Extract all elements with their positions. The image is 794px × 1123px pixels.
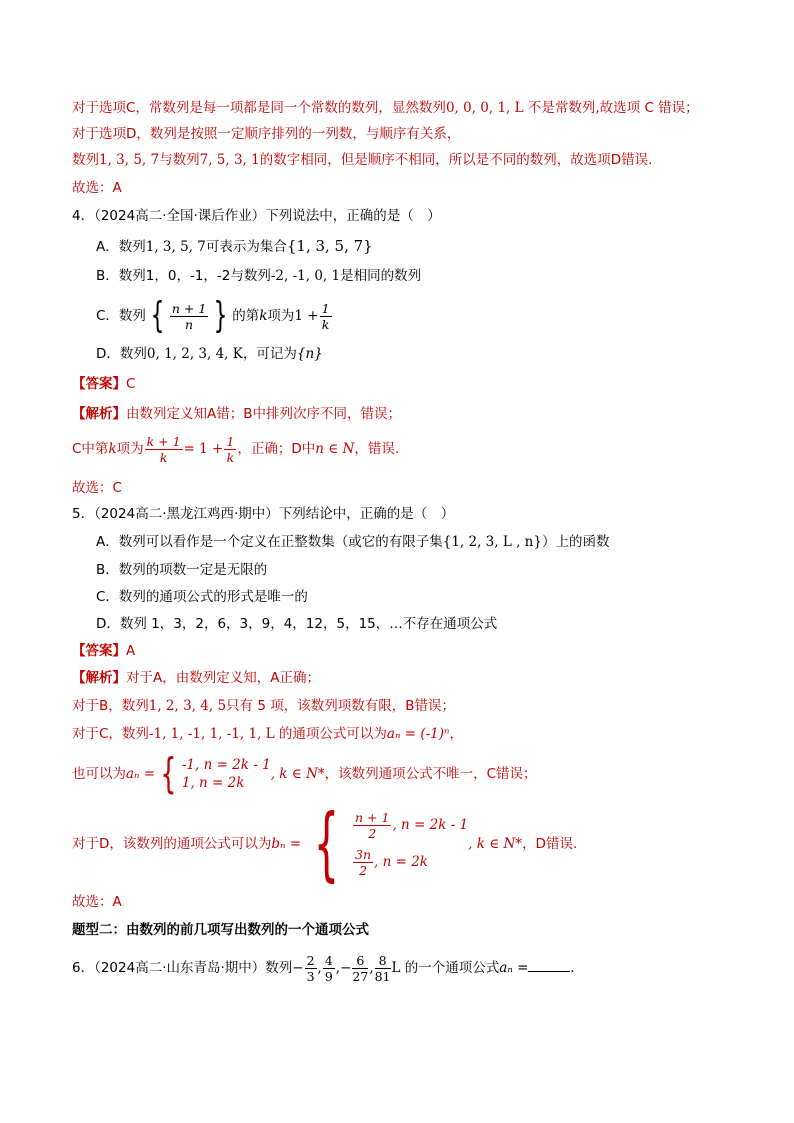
text: 对于A，由数列定义知，A正确； [126,670,320,686]
ellipsis: L [391,960,401,976]
answer-value: A [126,643,136,659]
text: ，D错误. [522,836,578,852]
numerator: 1 [226,433,235,449]
math: -2, -1, 0, 1 [270,268,341,284]
question-4-analysis-2 [72,432,399,466]
math: 1 + [294,308,319,324]
numerator: 6 [352,953,368,969]
case-2: 1, n = 2k [181,775,245,791]
math: -1, 1, -1, 1, -1, 1, L [148,726,275,742]
numerator: k + 1 [146,433,181,449]
fraction [224,434,236,465]
text: ，该数列通项公式不唯一，C错误； [324,766,537,782]
question-5-option-b [96,560,267,580]
text: 可表示为集合 [205,239,287,255]
question-4-answer [72,374,135,394]
denominator: k [226,449,235,465]
text: C．数列 [96,308,146,324]
text: B．数列1，0，-1，-2与数列 [96,268,271,284]
fraction [323,953,335,984]
text: 对于选项C，常数列是每一项都是同一个常数的数列，显然数列 [72,100,446,116]
math-sequence: 1, 3, 5, 7 [99,152,160,168]
text: 与数列 [159,152,200,168]
denominator: 2 [359,863,368,878]
text: 项为 [116,441,144,457]
math: 1, 3, 5, 7 [145,239,206,255]
math: bₙ = [271,836,302,852]
text: 对于C，数列 [72,726,149,742]
denominator: k [159,449,168,465]
choice-line-q3 [72,178,122,198]
left-brace: { [150,295,165,336]
text: 只有 5 项，该数列项数有限，B错误； [226,698,455,714]
text: 6．（2024高二·山东青岛·期中）数列 [72,960,293,976]
denominator: 27 [352,968,369,984]
math: = 1 + [183,441,224,457]
piecewise-cases [182,756,271,792]
text: 5．（2024高二·黑龙江鸡西·期中）下列结论中，正确的是（ ） [72,506,455,522]
denominator: 3 [306,968,315,984]
math-var: k [108,441,117,457]
denominator: n [185,316,194,332]
minus-sign: − [340,960,352,976]
text: A．数列 [96,239,146,255]
question-5-analysis [72,668,320,688]
fraction [375,953,391,984]
answer-label: 【答案】 [72,376,126,392]
text: ）上的函数 [541,534,610,550]
question-5-analysis-c [72,724,463,744]
question-5-choice [72,892,122,912]
condition: , n = 2k [374,854,428,870]
text: 4．（2024高二·全国·课后作业）下列说法中，正确的是（ ） [72,208,441,224]
text: 是相同的数列 [340,268,422,284]
math-set: {1, 3, 5, 7} [286,237,373,255]
text: 故选：A [72,894,122,910]
math: , k ∈ N* [270,766,325,782]
analysis-line-option-c [72,98,699,118]
question-6-stem: 6．（2024高二·山东青岛·期中）数列− $\frac{2}{3}$ , $\frac{4}{9}$ ,− $\frac{6}{27}$ , $\frac{8}{81}$ L 的一个通项公式aₙ = ． [72,952,584,984]
fraction [352,953,368,984]
text: 的一个通项公式 [400,960,500,976]
question-5-analysis-d [72,797,578,890]
numerator: n + 1 [171,300,207,316]
section-heading [72,920,369,940]
fraction [320,301,332,332]
question-5-option-a [96,532,609,552]
text: B．数列的项数一定是无限的 [96,562,268,578]
fraction [305,953,317,984]
text: 题型二：由数列的前几项写出数列的一个通项公式 [72,922,369,938]
question-5-option-c [96,587,308,607]
fraction [145,434,183,465]
condition: , n = 2k - 1 [392,817,469,833]
math: , k ∈ N* [468,836,523,852]
text: 的第 [232,308,260,324]
right-brace: } [213,295,228,336]
text: 故选：A [72,180,122,196]
question-4-option-d [96,344,323,364]
question-4-option-c [96,296,333,336]
numerator: 1 [321,300,330,316]
question-5-answer [72,641,135,661]
text: 对于B，数列 [72,698,149,714]
question-4-stem [72,206,441,226]
case-2 [352,847,468,878]
question-5-analysis-c-2 [72,749,537,798]
question-4-choice [72,478,122,498]
numerator: 3n [355,847,372,862]
numerator: 4 [324,952,333,968]
text: C中第 [72,441,109,457]
text: 不是常数列,故选项 C 错误； [523,100,699,116]
text: ，错误. [354,441,400,457]
text: ，可记为 [242,346,297,362]
math-var: k [259,308,268,324]
left-brace: { [160,749,177,798]
case-1 [352,810,468,841]
math: aₙ = [126,766,156,782]
text: ． [570,960,584,976]
question-5-analysis-b [72,696,455,716]
numerator: n + 1 [355,810,390,825]
analysis-line-option-d [72,124,460,144]
case-1: -1, n = 2k - 1 [181,757,271,773]
math: aₙ = [499,960,529,976]
math-sequence: 7, 5, 3, 1 [199,152,260,168]
denominator: 2 [368,826,377,841]
analysis-label: 【解析】 [72,406,126,422]
question-4-option-b [96,266,421,286]
fraction [170,301,208,332]
text: ， [449,726,463,742]
minus-sign: − [292,960,304,976]
text: D．数列 [96,346,147,362]
denominator: k [321,316,330,332]
fraction [353,810,391,841]
question-5-stem [72,504,454,524]
text: 的通项公式可以为 [274,726,387,742]
fraction [353,847,373,878]
text: D．数列 1，3，2，6，3，9，4，12，5，15，…不存在通项公式 [96,616,498,632]
analysis-label: 【解析】 [72,670,126,686]
denominator: 81 [374,968,391,984]
analysis-line-option-d-2 [72,150,652,170]
text: 对于D，该数列的通项公式可以为 [72,836,272,852]
question-4-analysis [72,404,401,424]
answer-label: 【答案】 [72,643,126,659]
math: aₙ = (-1)ⁿ [386,726,450,742]
numerator: 8 [375,953,391,969]
math: n ∈ N [315,441,355,457]
text: 也可以为 [72,766,126,782]
math-sequence: 0, 0, 0, 1, L [445,100,524,116]
question-4-option-a [96,236,373,257]
text: 的数字相同，但是顺序不相同，所以是不同的数列，故选项D错误. [259,152,653,168]
text: ，正确；D中 [237,441,316,457]
left-brace: { [313,797,340,890]
math: 0, 1, 2, 3, 4, K [146,346,243,362]
math-set: {n} [296,346,323,362]
text: 项为 [267,308,295,324]
question-5-option-d [96,614,497,634]
answer-blank[interactable] [528,957,570,972]
text: 由数列定义知A错；B中排列次序不同，错误； [126,406,401,422]
text: C．数列的通项公式的形式是唯一的 [96,589,308,605]
numerator: 2 [306,952,315,968]
text: A．数列可以看作是一个定义在正整数集（或它的有限子集 [96,534,443,550]
math-set: {1, 2, 3, L , n} [442,534,542,550]
math: 1, 2, 3, 4, 5 [148,698,227,714]
denominator: 9 [324,968,333,984]
answer-value: C [126,376,136,392]
text: 数列 [72,152,99,168]
text: 故选：C [72,480,122,496]
text: 对于选项D，数列是按照一定顺序排列的一列数，与顺序有关系， [72,126,461,142]
piecewise-cases [352,810,468,878]
